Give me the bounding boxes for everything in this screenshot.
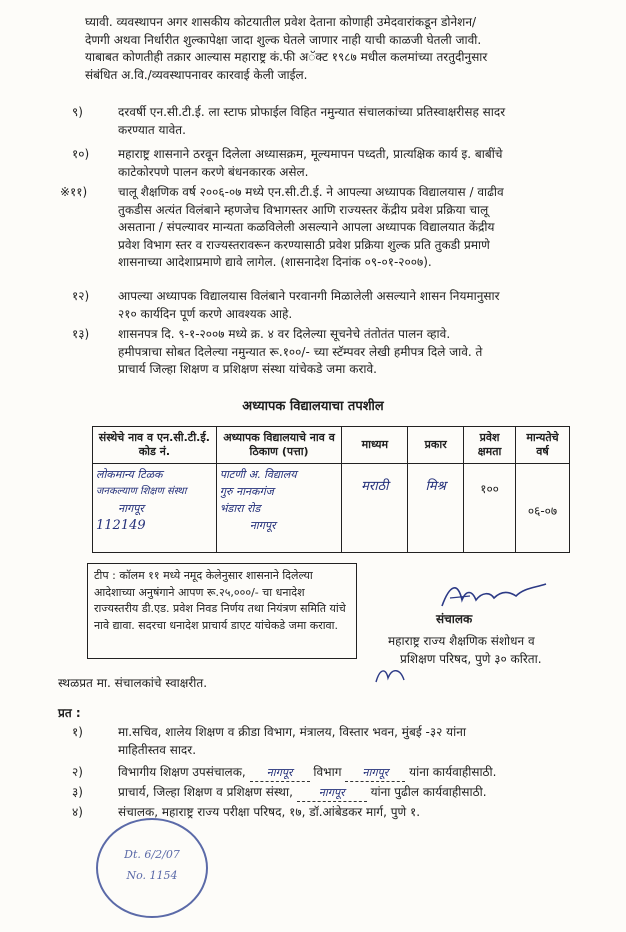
- column-header: अध्यापक विद्यालयाचे नाव व ठिकाण (पत्ता): [216, 427, 342, 464]
- table-title: अध्यापक विद्यालयाचा तपशील: [242, 399, 384, 414]
- item-text: महाराष्ट्र शासनाने ठरवून दिलेला अध्यासक्रम, मूल्यमापन पध्दती, प्रात्यक्षिक कार्य इ. बाबींचे काटेकोरपणे पालन करणे बंधनकारक असेल.: [118, 147, 503, 179]
- office-copy-note: स्थळप्रत मा. संचालकांचे स्वाक्षरीत.: [58, 676, 208, 690]
- council-name: महाराष्ट्र राज्य शैक्षणिक संशोधन व प्रशिक्षण परिषद, पुणे ३० करिता.: [388, 634, 542, 666]
- signature-icon: [436, 578, 556, 612]
- type-cell: मिश्र: [408, 464, 464, 553]
- initials-icon: [372, 664, 408, 686]
- item-number: ९): [72, 105, 83, 119]
- copy-text: विभागीय शिक्षण उपसंचालक, नागपूर विभाग नागपूर यांना कार्यवाहीसाठी.: [118, 764, 496, 782]
- column-header: प्रकार: [408, 427, 464, 464]
- medium-cell: मराठी: [342, 464, 408, 553]
- item-text: शासनपत्र दि. ९-१-२००७ मध्ये क्र. ४ वर दिलेल्या सूचनेचे तंतोतंत पालन व्हावे. हमीपत्राचा सोबत दिलेल्या नमुन्यात रू.१००/- च्या स्टॅम्पवर लेखी हमीपत्र दिले जावे. ते प्राचार्य जिल्हा शिक्षण व प्रशिक्षण संस्था यांचेकडे जमा करावे.: [118, 327, 483, 376]
- item-number: १०): [72, 147, 90, 161]
- intro-paragraph: घ्यावी. व्यवस्थापन अगर शासकीय कोटयातील प्रवेश देताना कोणाही उमेदवारांकडून डोनेशन/ देणगी अथवा निर्धारीत शुल्कापेक्षा जादा शुल्क घेतले जाणार नाही याची काळजी घेतली जावी. याबाबत कोणतीही तक्रार आल्यास महाराष्ट्र कं.फी अॅक्ट १९८७ मधील कलमांच्या तरतुदीनुसार संबंधित अ.वि./व्यवस्थापनावर कारवाई केली जाईल.: [85, 15, 488, 82]
- table-row: [93, 464, 570, 553]
- item-text: चालू शैक्षणिक वर्ष २००६-०७ मध्ये एन.सी.टी.ई. ने आपल्या अध्यापक विद्यालयास / वाढीव तुकडीस अत्यंत विलंबाने म्हणजेच विभागस्तर आणि राज्यस्तर केंद्रीय प्रवेश प्रक्रिया चालू असताना / संपल्यावर मान्यता कळविलेली असल्याने आपला अध्यापक विद्यालयात केंद्रीय प्रवेश विभाग स्तर व राज्यस्तरावरून करण्यासाठी प्रवेश प्रक्रिया शुल्क प्रति तुकडी प्रमाणे शासनाच्या आदेशाप्रमाणे द्यावे लागेल. (शासनादेश दिनांक ०९-०१-२००७).: [118, 185, 504, 269]
- copy-text: मा.सचिव, शालेय शिक्षण व क्रीडा विभाग, मंत्रालय, विस्तार भवन, मुंबई -३२ यांना माहितीस्तव सादर.: [118, 725, 466, 757]
- item-text: दरवर्षी एन.सी.टी.ई. ला स्टाफ प्रोफाईल विहित नमुन्यात संचालकांच्या प्रतिस्वाक्षरीसह सादर करण्यात यावेत.: [118, 105, 506, 137]
- college-cell: पाटणी अ. विद्यालय गुरु नानकगंज भंडारा रोड नागपूर: [216, 464, 342, 553]
- item-text: आपल्या अध्यापक विद्यालयास विलंबाने परवानगी मिळालेली असल्याने शासन नियमानुसार २१० कार्यदिन पूर्ण करणे आवश्यक आहे.: [118, 289, 500, 321]
- copy-number: १): [72, 725, 83, 739]
- signatory-title: संचालक: [436, 612, 473, 626]
- table-header-row: [93, 427, 570, 464]
- note-box: टीप : कॉलम ११ मध्ये नमूद केलेनुसार शासनाने दिलेल्या आदेशाच्या अनुषंगाने आपण रू.२५,०००/- चा धनादेश राज्यस्तरीय डी.एड. प्रवेश निवड निर्णय तथा नियंत्रण समिति यांचे नावे द्यावा. सदरचा धनादेश प्राचार्य डाएट यांचेकडे जमा करावा.: [87, 563, 357, 659]
- item-number: १३): [72, 327, 90, 341]
- stamp-inner: Dt. 6/2/07 No. 1154: [124, 848, 180, 882]
- copy-number: २): [72, 765, 83, 779]
- column-header: मान्यतेचे वर्ष: [516, 427, 570, 464]
- year-cell: ०६-०७: [516, 464, 570, 553]
- institution-cell: लोकमान्य टिळक जनकल्याण शिक्षण संस्था नागपूर 112149: [93, 464, 217, 553]
- item-number: ※११): [60, 185, 88, 199]
- copy-number: ३): [72, 785, 83, 799]
- copy-to-label: प्रत :: [58, 706, 81, 720]
- column-header: प्रवेश क्षमता: [464, 427, 516, 464]
- copy-number: ४): [72, 805, 83, 819]
- column-header: संस्थेचे नाव व एन.सी.टी.ई. कोड नं.: [93, 427, 217, 464]
- item-number: १२): [72, 289, 90, 303]
- college-details-table: [92, 426, 570, 553]
- capacity-cell: १००: [464, 464, 516, 553]
- column-header: माध्यम: [342, 427, 408, 464]
- received-stamp: [96, 818, 208, 918]
- copy-text: संचालक, महाराष्ट्र राज्य परीक्षा परिषद, १७, डॉ.आंबेडकर मार्ग, पुणे १.: [118, 805, 421, 819]
- copy-text: प्राचार्य, जिल्हा शिक्षण व प्रशिक्षण संस्था, नागपूर यांना पुढील कार्यवाहीसाठी.: [118, 784, 487, 802]
